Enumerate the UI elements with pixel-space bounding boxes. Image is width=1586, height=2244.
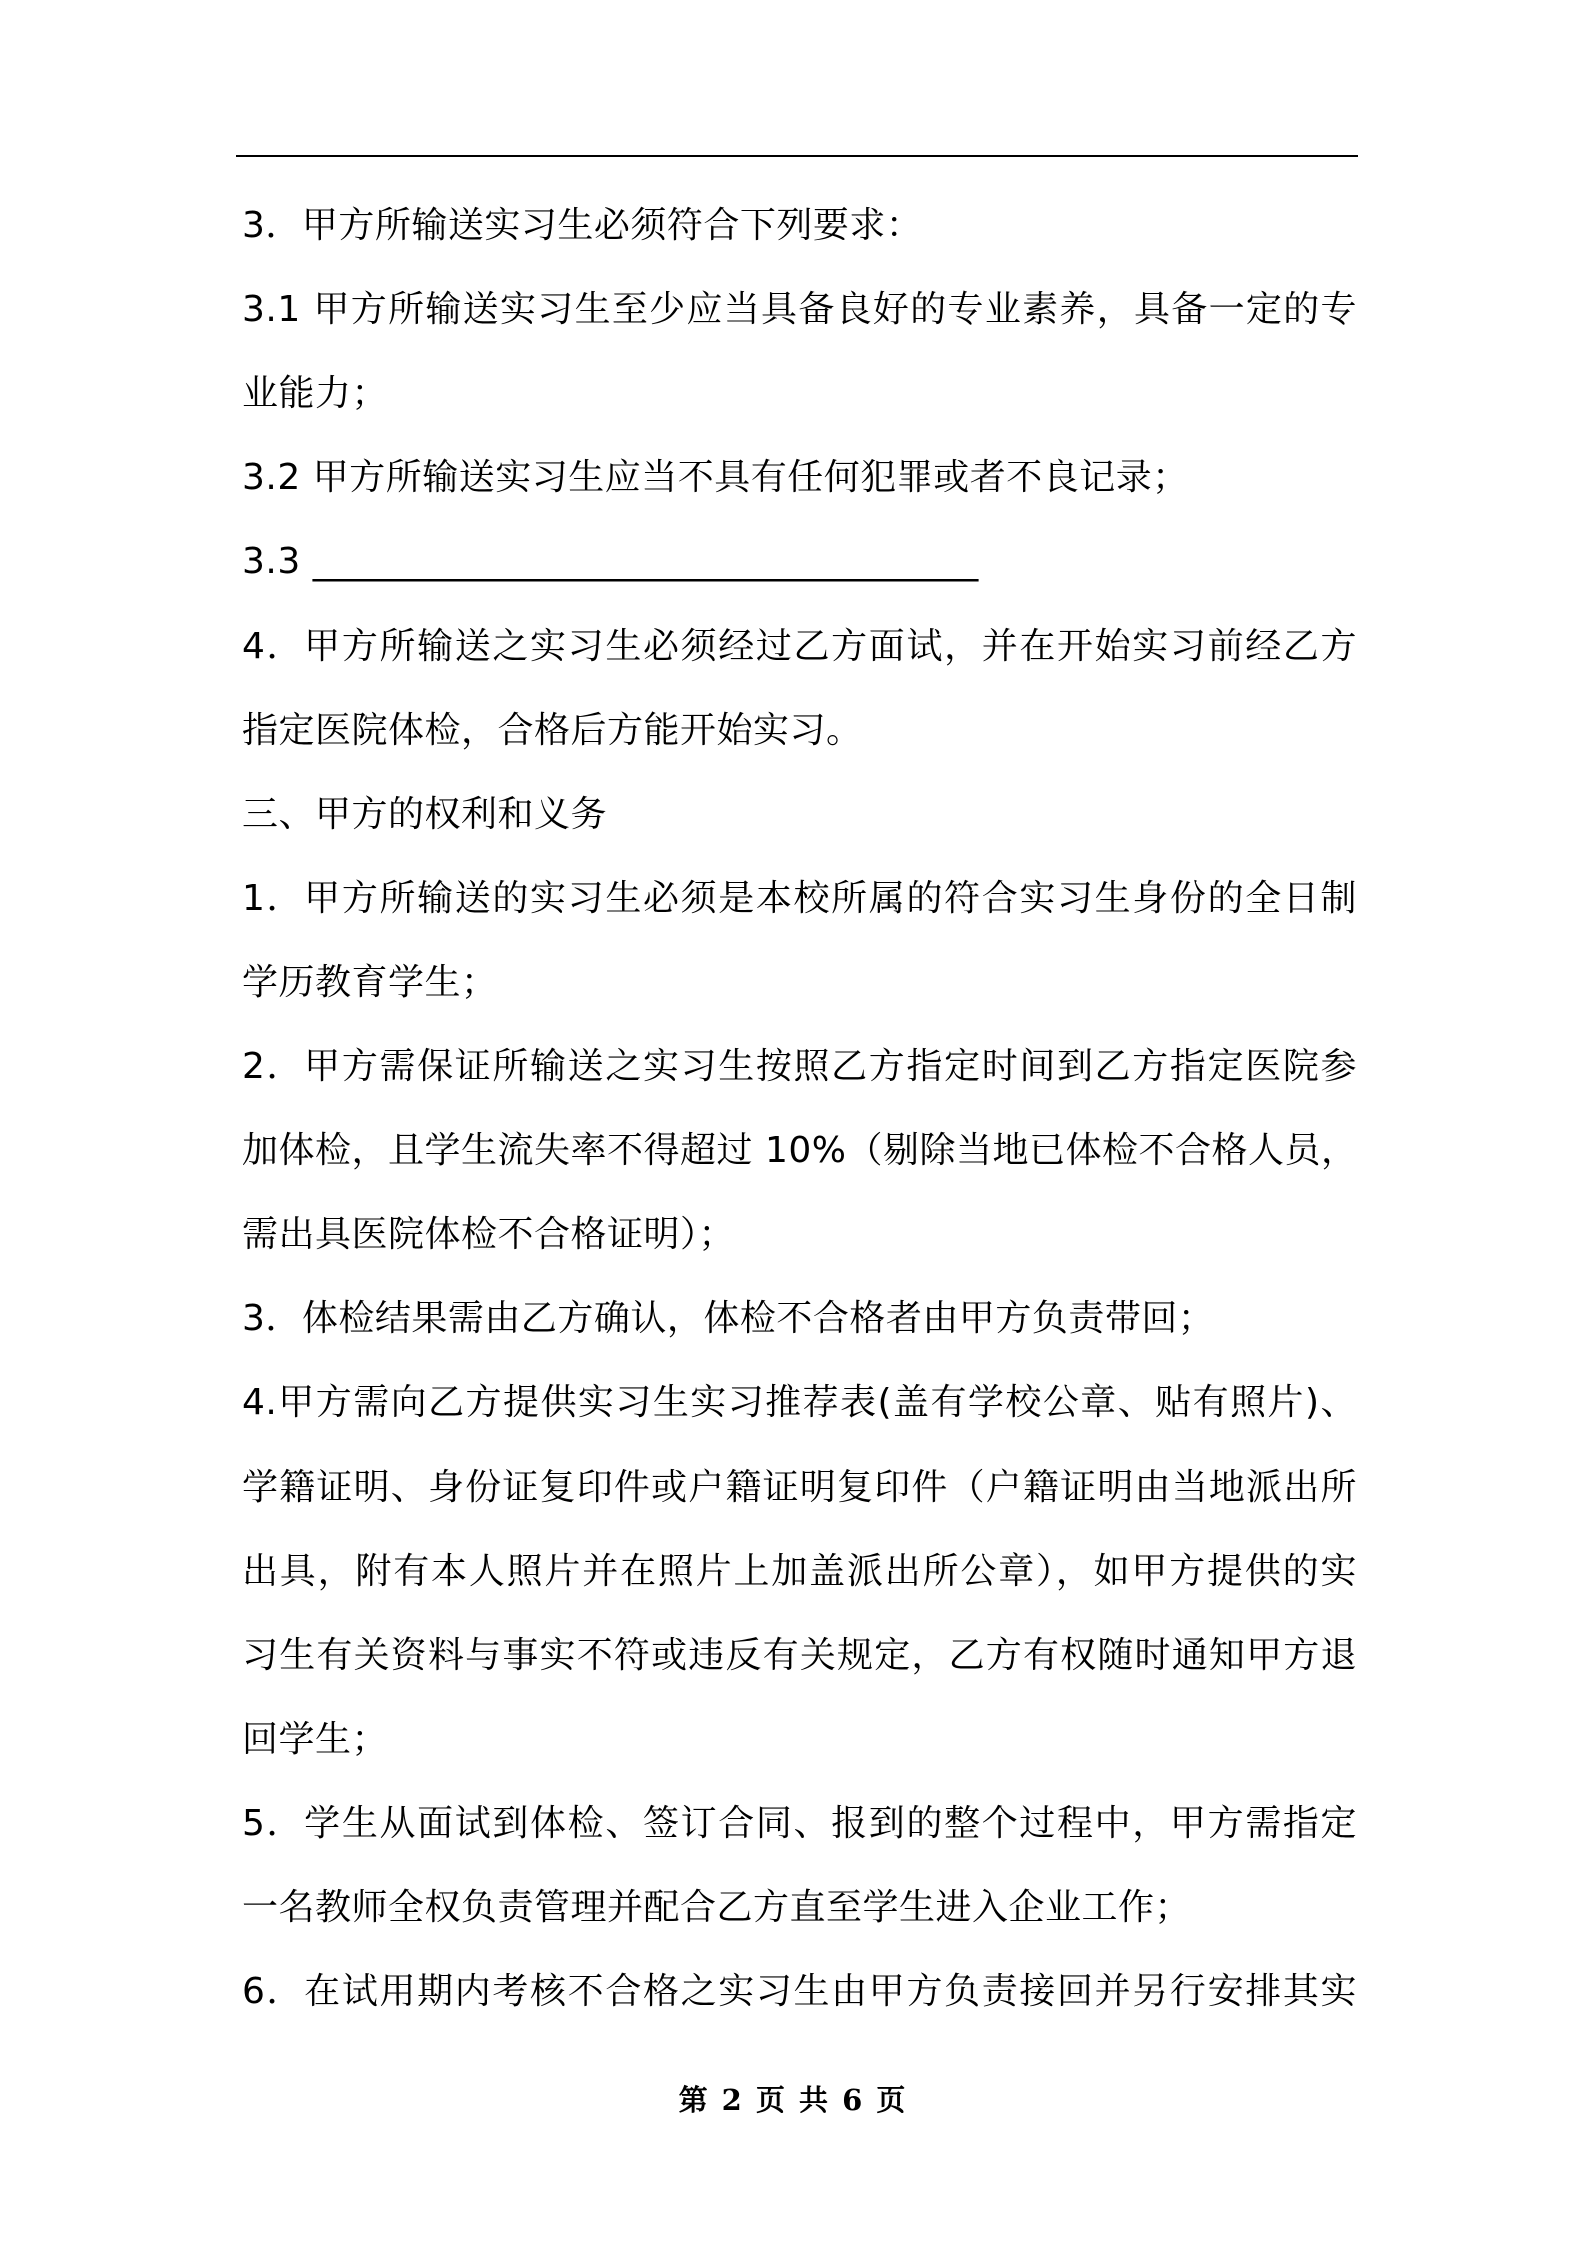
text-line: 2．甲方需保证所输送之实习生按照乙方指定时间到乙方指定医院参 — [242, 1046, 1357, 1087]
header-rule — [236, 155, 1358, 157]
text-line: 需出具医院体检不合格证明）； — [242, 1214, 736, 1256]
text-line: 三、甲方的权利和义务 — [242, 793, 608, 835]
text-line: 3.2 甲方所输送实习生应当不具有任何犯罪或者不良记录； — [242, 457, 1189, 499]
text-line: 出具，附有本人照片并在照片上加盖派出所公章），如甲方提供的实 — [242, 1550, 1357, 1592]
text-line: 回学生； — [242, 1718, 389, 1760]
text-line: 一名教师全权负责管理并配合乙方直至学生进入企业工作； — [242, 1887, 1192, 1928]
text-line: 学籍证明、身份证复印件或户籍证明复印件（户籍证明由当地派出所 — [242, 1466, 1357, 1508]
text-line: 指定医院体检，合格后方能开始实习。 — [242, 709, 863, 751]
text-line: 3.3 ____________________________________ — [242, 541, 979, 583]
text-line: 习生有关资料与事实不符或违反有关规定，乙方有权随时通知甲方退 — [242, 1634, 1357, 1676]
text-line: 3.1 甲方所输送实习生至少应当具备良好的专业素养，具备一定的专 — [242, 289, 1357, 331]
text-line: 5．学生从面试到体检、签订合同、报到的整个过程中，甲方需指定 — [242, 1802, 1357, 1844]
text-line: 3．体检结果需由乙方确认，体检不合格者由甲方负责带回； — [242, 1298, 1215, 1340]
text-line: 加体检，且学生流失率不得超过 10%（剔除当地已体检不合格人员， — [242, 1130, 1358, 1172]
text-line: 1．甲方所输送的实习生必须是本校所属的符合实习生身份的全日制 — [242, 877, 1357, 919]
text-line: 6．在试用期内考核不合格之实习生由甲方负责接回并另行安排其实 — [242, 1971, 1357, 2013]
text-line: 4.甲方需向乙方提供实习生实习推荐表(盖有学校公章、贴有照片)、 — [242, 1382, 1357, 1424]
text-line: 学历教育学生； — [242, 961, 498, 1003]
text-line: 3．甲方所输送实习生必须符合下列要求： — [242, 205, 923, 246]
text-line: 业能力； — [242, 373, 389, 415]
text-line: 4．甲方所输送之实习生必须经过乙方面试，并在开始实习前经乙方 — [242, 625, 1357, 667]
page-footer: 第 2 页 共 6 页 — [678, 2083, 908, 2117]
